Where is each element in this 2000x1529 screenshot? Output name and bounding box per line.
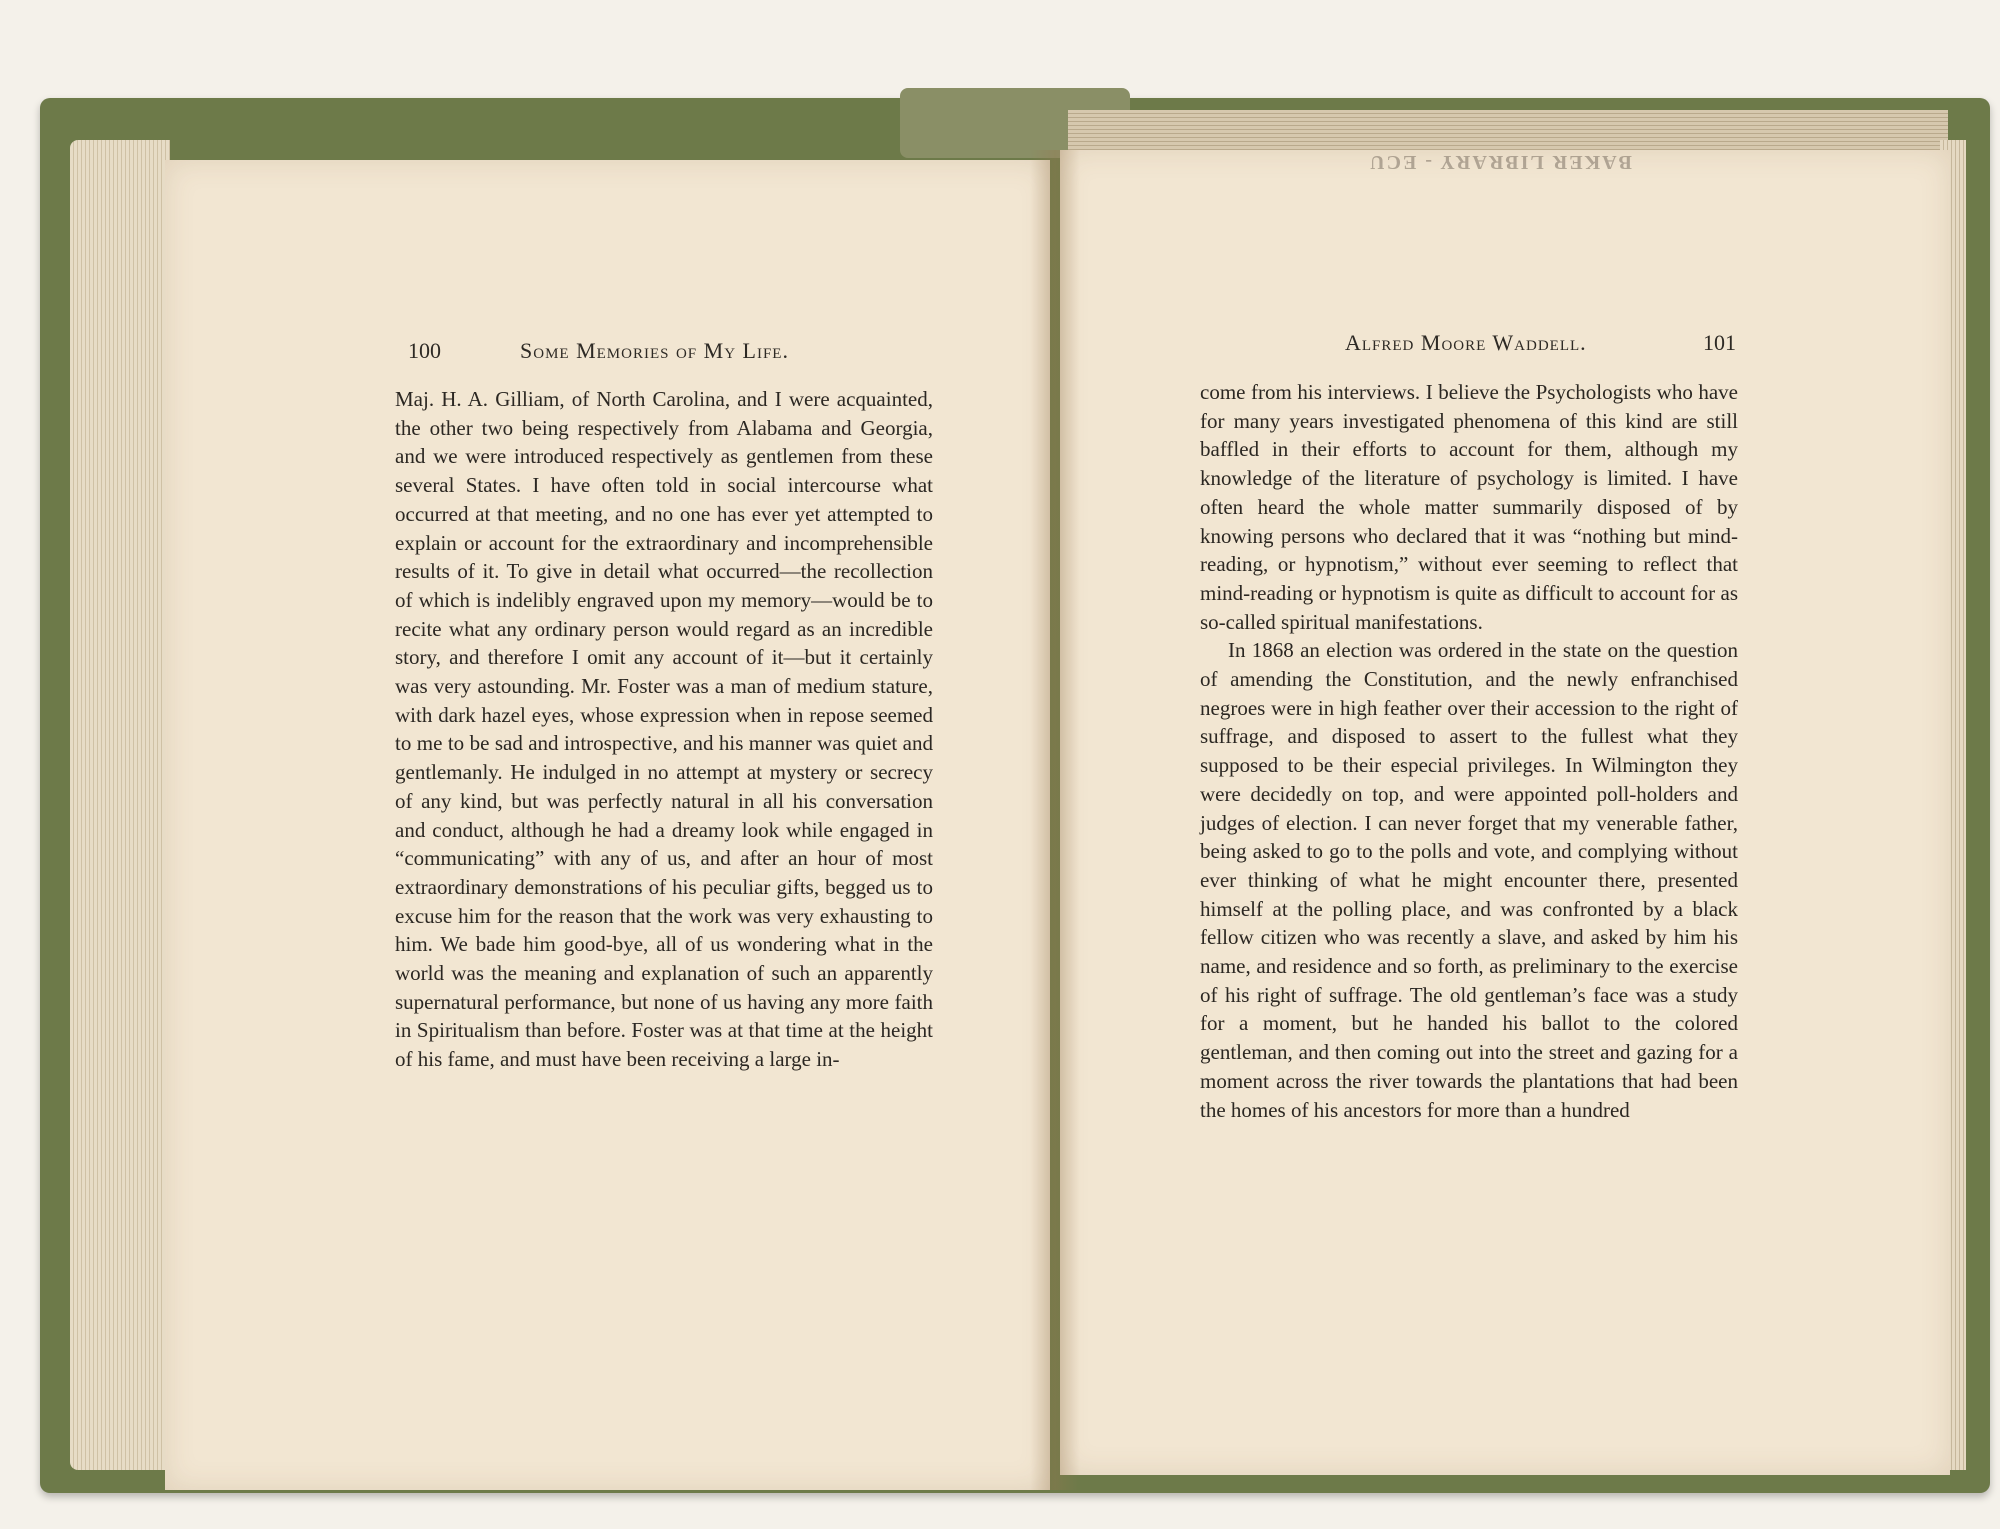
- left-page-body: [395, 385, 933, 1074]
- paragraph: come from his interviews. I believe the Psychologists who have for many years investigated phenomena of this kind are still baffled in their efforts to account for them, although my knowledge of the literature of psychology is limited. I have often heard the whole matter summarily disposed of by knowing persons who declared that it was “nothing but mind-reading, or hypnotism,” without ever seeming to reflect that mind-reading or hypnotism is quite as difficult to account for as so-called spiritual manifestations.: [1200, 380, 1738, 634]
- right-page-number: 101: [1703, 330, 1736, 355]
- paragraph: Maj. H. A. Gilliam, of North Carolina, and I were acquainted, the other two being respectively from Alabama and Georgia, and we were introduced respectively as gentlemen from these several States. I have often told in social intercourse what occurred at that meeting, and no one has ever yet attempted to explain or account for the extraordinary and incomprehensible results of it. To give in detail what occurred—the recollection of which is indelibly engraved upon my memory—would be to recite what any ordinary person would regard as an incredible story, and therefore I omit any account of it—but it certainly was very astounding. Mr. Foster was a man of medium stature, with dark hazel eyes, whose expression when in repose seemed to me to be sad and introspective, and his manner was quiet and gentlemanly. He indulged in no attempt at mystery or secrecy of any kind, but was perfectly natural in all his conversation and conduct, although he had a dreamy look while engaged in “communicating” with any of us, and after an hour of most extraordinary demonstrations of his peculiar gifts, begged us to excuse him for the reason that the work was very exhausting to him. We bade him good-bye, all of us wondering what in the world was the meaning and explanation of such an apparently supernatural performance, but none of us having any more faith in Spiritualism than before. Foster was at that time at the height of his fame, and must have been receiving a large in-: [395, 387, 933, 1072]
- right-running-title: Alfred Moore Waddell.: [1345, 330, 1587, 355]
- library-stamp: BAKER LIBRARY - ECU: [1368, 151, 1632, 173]
- left-page-number: 100: [408, 338, 441, 363]
- left-running-title: Some Memories of My Life.: [520, 338, 789, 363]
- right-page-body: [1200, 378, 1738, 1124]
- page-gutter: [1030, 150, 1080, 1490]
- paragraph: In 1868 an election was ordered in the state on the question of amending the Constitution, and the newly enfranchised negroes were in high feather over their accession to the right of suffrage, and disposed to assert to the fullest what they supposed to be their especial privileges. In Wilmington they were decidedly on top, and were appointed poll-holders and judges of election. I can never forget that my venerable father, being asked to go to the polls and vote, and complying without ever thinking of what he might encounter there, presented himself at the polling place, and was confronted by a black fellow citizen who was recently a slave, and asked by him his name, and residence and so forth, as preliminary to the exercise of his right of suffrage. The old gentleman’s face was a study for a moment, but he handed his ballot to the colored gentleman, and then coming out into the street and gazing for a moment across the river towards the plantations that had been the homes of his ancestors for more than a hundred: [1200, 638, 1738, 1122]
- page-edges-left: [70, 140, 170, 1470]
